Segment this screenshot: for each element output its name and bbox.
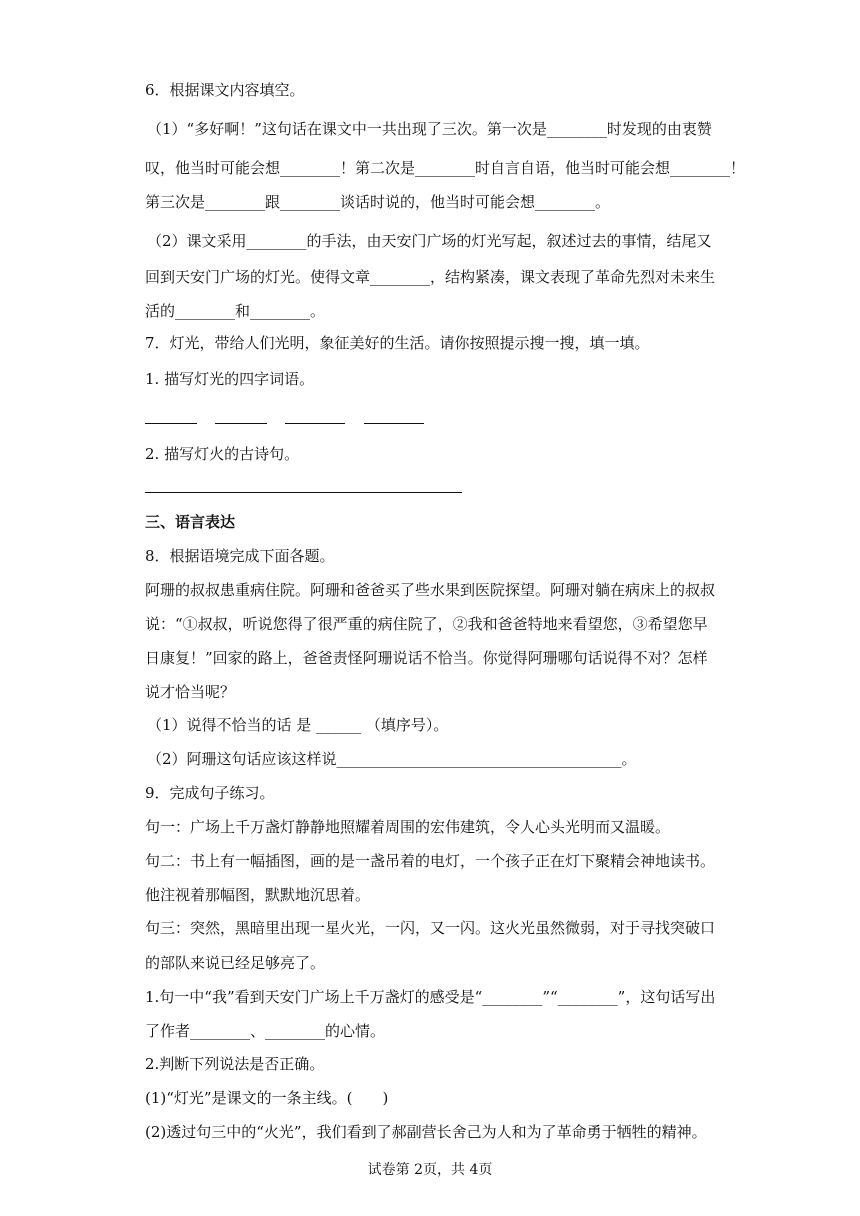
q9-sentence-1: 句一：广场上千万盏灯静静地照耀着周围的宏伟建筑，令人心头光明而又温暖。 — [145, 818, 671, 836]
q7-answer-blank-3[interactable] — [285, 423, 345, 424]
section-heading: 三、语言表达 — [145, 513, 236, 531]
q7-answer-blank-2[interactable] — [215, 423, 267, 424]
q6-part2-line3: 活的________和________。 — [145, 302, 326, 320]
q8-context-line1: 阿珊的叔叔患重病住院。阿珊和爸爸买了些水果到医院探望。阿珊对躺在病床上的叔叔 — [145, 581, 716, 599]
page-footer: 试卷第 2页，共 4页 — [367, 1162, 493, 1178]
q7-title: 7．灯光，带给人们光明，象征美好的生活。请你按照提示搜一搜，填一填。 — [145, 334, 650, 352]
q6-part2-line2: 回到天安门广场的灯光。使得文章________，结构紧凑，课文表现了革命先烈对未来生 — [145, 268, 716, 286]
q7-item2: 2. 描写灯火的古诗句。 — [145, 445, 300, 463]
q9-sentence-2-line1: 句二：书上有一幅插图，画的是一盏吊着的电灯，一个孩子正在灯下聚精会神地读书。 — [145, 852, 716, 870]
q8-subquestion-2: （2）阿珊这句话应该这样说______________________________________。 — [147, 750, 637, 768]
q7-answer-blank-4[interactable] — [364, 423, 424, 424]
q7-item1: 1. 描写灯光的四字词语。 — [145, 370, 315, 388]
q6-part1-line2: 叹，他当时可能会想________！第二次是________时自言自语，他当时可能会想________！ — [145, 159, 746, 177]
q9-judgement-1: (1)“灯光”是课文的一条主线。( ) — [145, 1089, 389, 1107]
q8-subquestion-1: （1）说得不恰当的话 是 ______ （填序号）。 — [147, 716, 449, 734]
q9-task-1-line1: 1.句一中“我”看到天安门广场上千万盏灯的感受是“________”“________”，这句话写出 — [145, 988, 716, 1006]
q9-sentence-3-line2: 的部队来说已经足够亮了。 — [145, 954, 326, 972]
q6-part2-line1: （2）课文采用________的手法，由天安门广场的灯光写起，叙述过去的事情，结尾又 — [147, 232, 712, 250]
q9-sentence-2-line2: 他注视着那幅图，默默地沉思着。 — [145, 886, 371, 904]
q6-part1-line1: （1）“多好啊！”这句话在课文中一共出现了三次。第一次是________时发现的由衷赞 — [147, 120, 712, 138]
q6-title: 6．根据课文内容填空。 — [145, 81, 305, 99]
q8-title: 8．根据语境完成下面各题。 — [145, 547, 335, 565]
q9-task-2: 2.判断下列说法是否正确。 — [145, 1055, 325, 1073]
q8-context-line4: 说才恰当呢？ — [145, 683, 236, 701]
q9-title: 9．完成句子练习。 — [145, 784, 275, 802]
q6-part1-line3: 第三次是________跟________谈话时说的，他当时可能会想________。 — [145, 193, 611, 211]
q8-context-line2: 说：“①叔叔，听说您得了很严重的病住院了，②我和爸爸特地来看望您，③希望您早 — [145, 615, 708, 633]
q8-context-line3: 日康复！”回家的路上，爸爸责怪阿珊说话不恰当。你觉得阿珊哪句话说得不对？怎样 — [145, 649, 708, 667]
q9-task-1-line2: 了作者________、________的心情。 — [145, 1022, 386, 1040]
q7-answer-blank-1[interactable] — [145, 423, 197, 424]
q7-poem-answer-line[interactable] — [145, 492, 462, 493]
q9-sentence-3-line1: 句三：突然，黑暗里出现一星火光，一闪，又一闪。这火光虽然微弱，对于寻找突破口 — [145, 919, 716, 937]
q9-judgement-2: (2)透过句三中的“火光”，我们看到了郝副营长舍己为人和为了革命勇于牺牲的精神。 — [145, 1123, 707, 1141]
